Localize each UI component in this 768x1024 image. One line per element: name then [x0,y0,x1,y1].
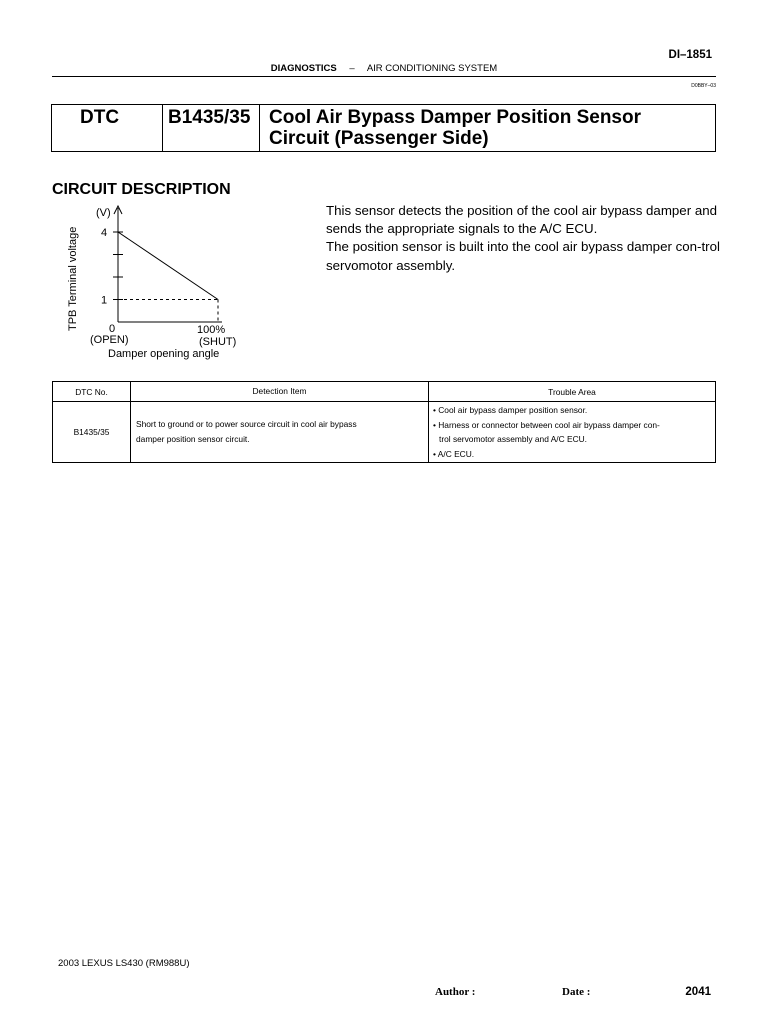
dtc-title-cell [261,105,715,151]
x-tick-100-sub: (SHUT) [199,336,237,348]
table-header-row [53,382,716,402]
dtc-title-line2: Circuit (Passenger Side) [269,128,489,149]
header-rule [52,76,716,77]
y-tick-1-label: 1 [101,294,108,307]
footer-model: 2003 LEXUS LS430 (RM988U) [58,958,190,969]
x-tick-0-label: 0 [109,323,116,335]
y-unit-label: (V) [96,207,111,219]
cell-dtc-no: B1435/35 [53,402,131,463]
cell-detection-item [131,402,429,463]
table-row [53,402,716,463]
section-name: DIAGNOSTICS [270,63,337,74]
description-paragraph-2: The position sensor is built into the cool air bypass damper con-trol servomotor assembly. [326,239,720,273]
footer-author: Author : [435,986,476,998]
x-tick-0-sub: (OPEN) [90,334,129,346]
trouble-item-1: • Cool air bypass damper position sensor. [433,405,588,415]
footer-date: Date : [562,986,591,998]
x-tick-100-label: 100% [197,324,226,336]
dtc-code: B1435/35 [168,107,251,128]
trouble-item-2: • Harness or connector between cool air bypass damper con- [433,419,660,430]
voltage-graph [52,200,282,370]
description-paragraph-1: This sensor detects the position of the cool air bypass damper and sends the appropriate signals to the A/C ECU. [326,203,717,237]
page-id: DI–1851 [668,49,712,61]
x-axis-label: Damper opening angle [108,348,220,360]
voltage-graph-svg [52,200,282,370]
voltage-line [118,232,218,300]
dtc-label-cell [52,105,163,151]
doc-code: D0BBY–03 [691,83,716,89]
detection-line-2: damper position sensor circuit. [136,434,250,444]
dtc-title-box [51,104,716,152]
dtc-table [52,381,716,463]
circuit-description-text [326,202,721,275]
detection-line-1: Short to ground or to power source circuit in cool air bypass [136,419,357,429]
header-dtc-no: DTC No. [53,382,131,402]
circuit-description-heading: CIRCUIT DESCRIPTION [52,181,231,198]
dtc-code-cell [163,105,260,151]
dtc-label: DTC [80,107,120,128]
running-head [52,63,716,74]
y-tick-4-label: 4 [101,227,108,239]
dtc-title [269,107,641,149]
cell-trouble-area [429,402,716,463]
trouble-item-2-cont: trol servomotor assembly and A/C ECU. [439,434,588,444]
system-name: AIR CONDITIONING SYSTEM [366,63,498,74]
dtc-title-line1: Cool Air Bypass Damper Position Sensor [269,107,641,128]
y-axis-label: TPB Terminal voltage [67,226,79,331]
trouble-item-3: • A/C ECU. [433,448,475,459]
header-separator: – [349,63,355,74]
header-detection-item: Detection Item [131,382,429,402]
header-trouble-area: Trouble Area [429,382,716,402]
footer-page-number: 2041 [685,986,711,998]
